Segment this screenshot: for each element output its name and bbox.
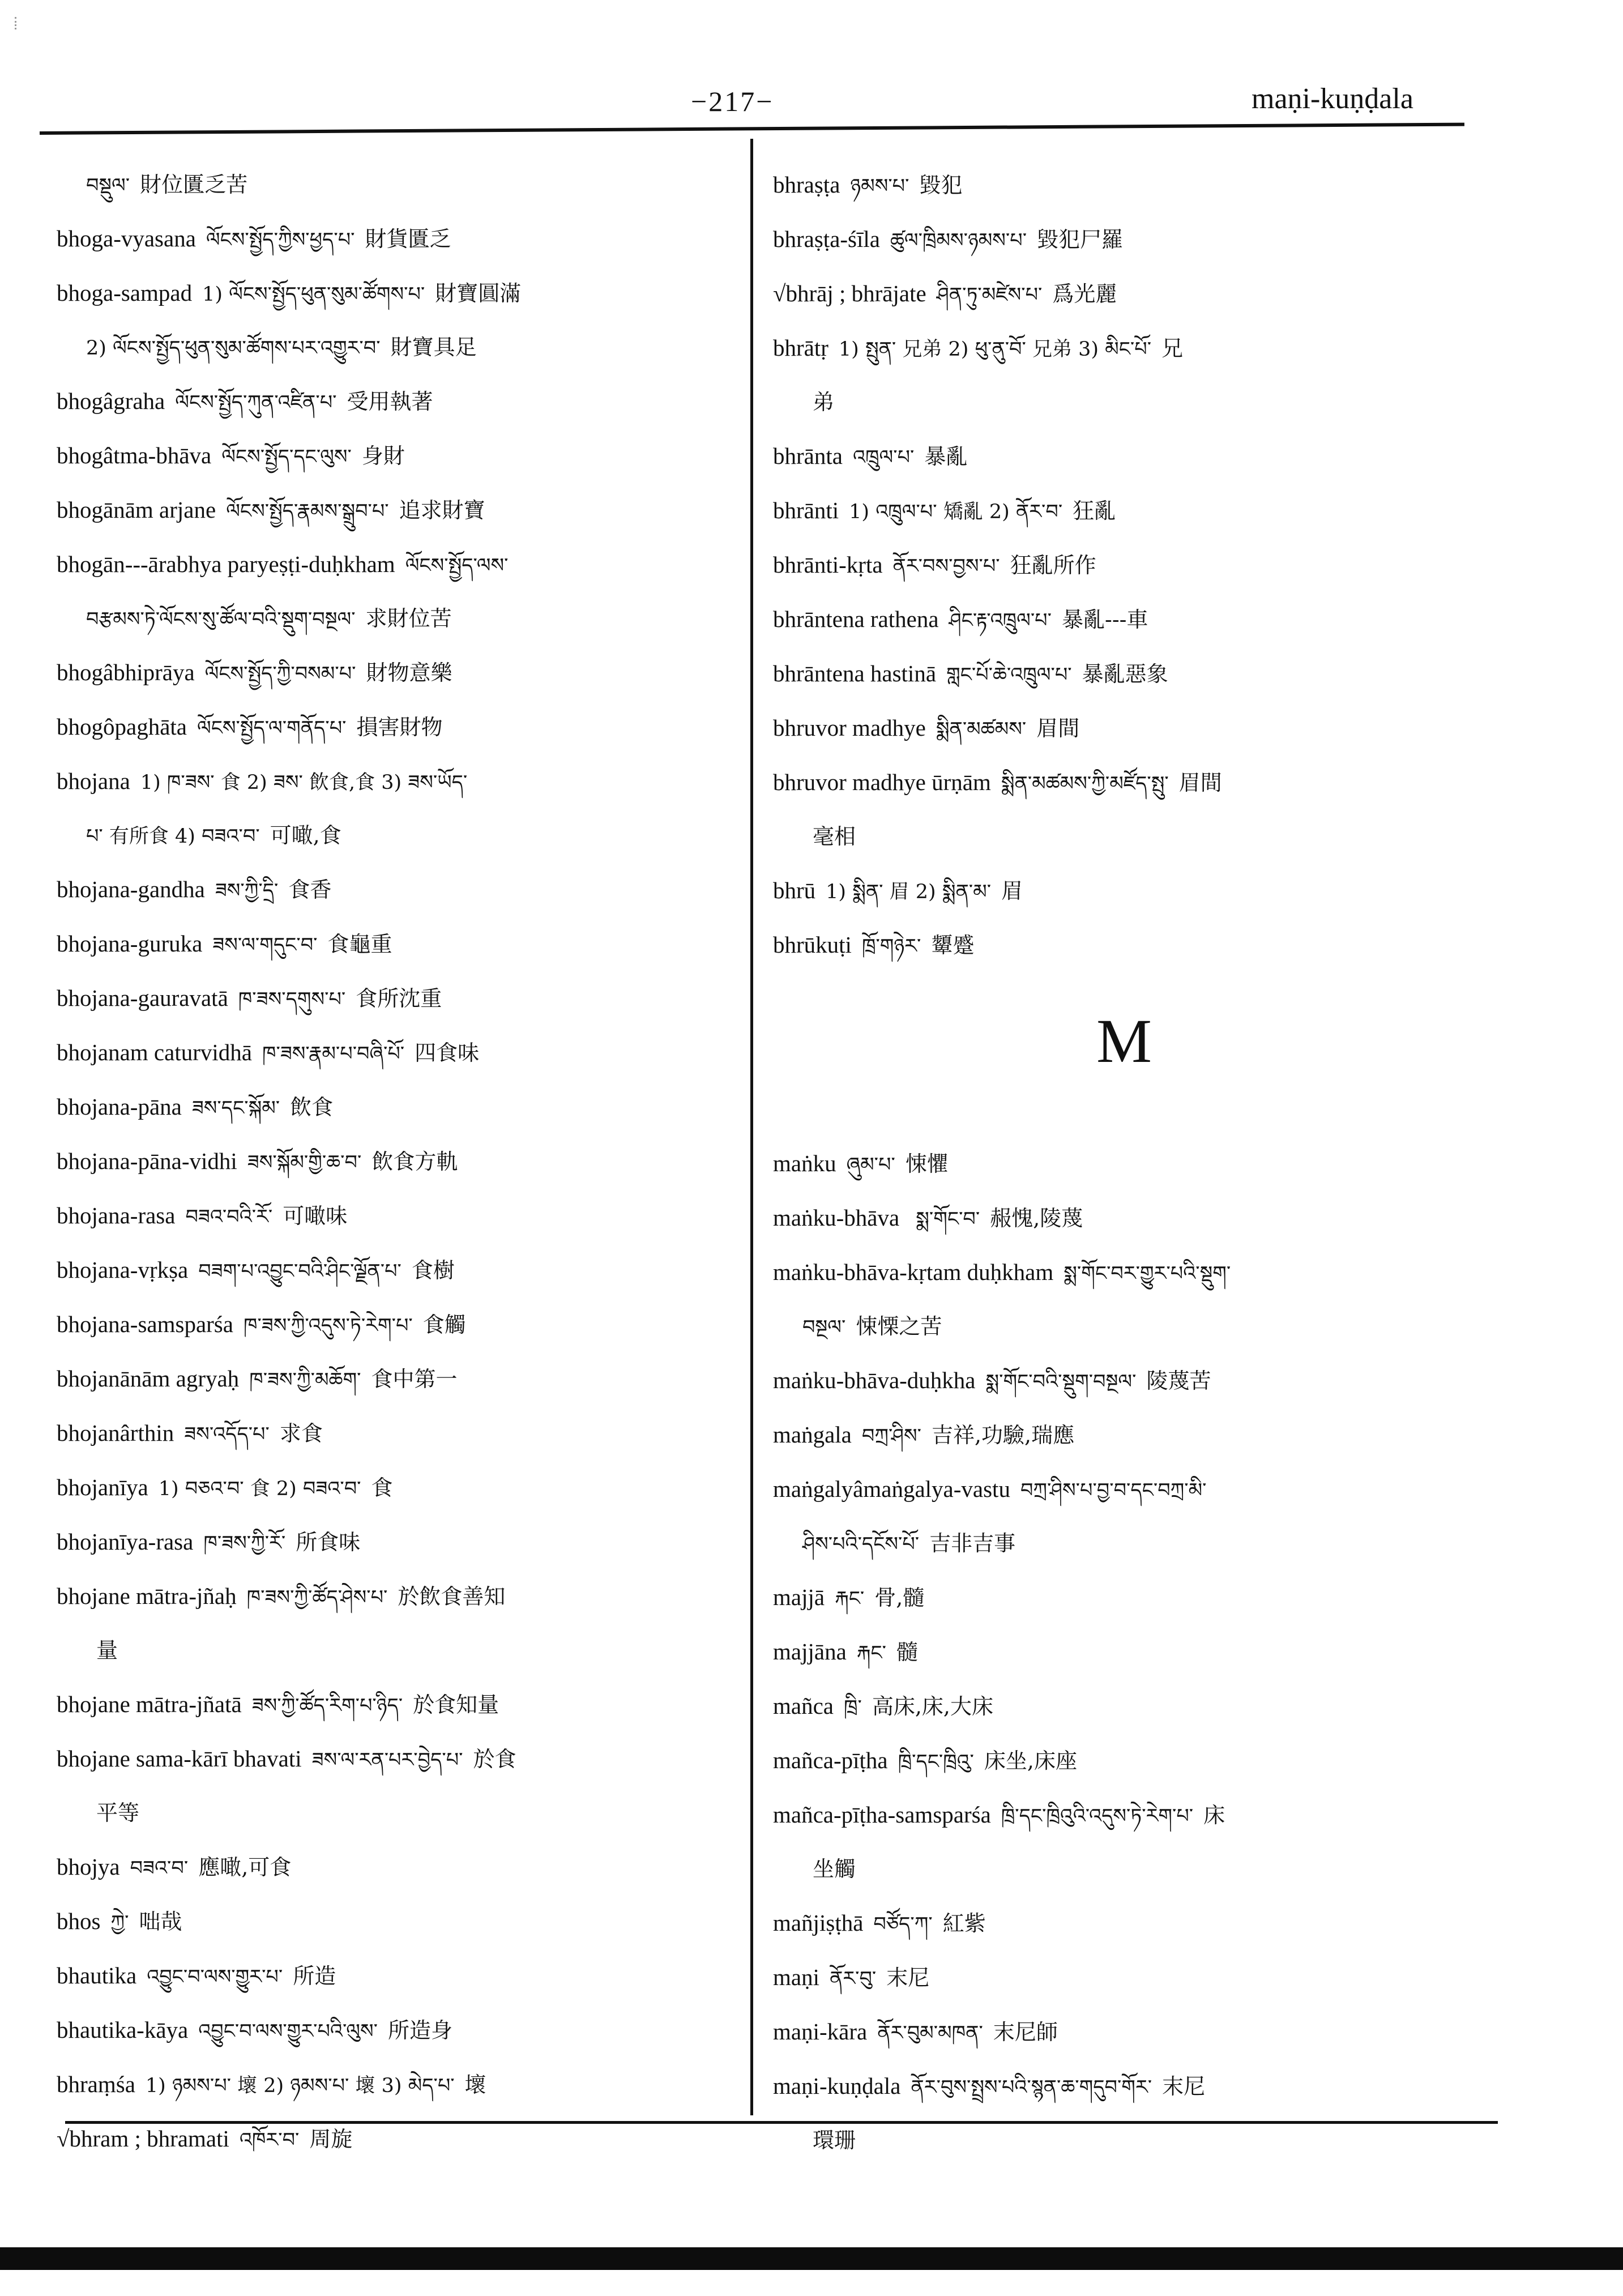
chinese-equivalent: 飲食 [290,1095,334,1120]
chinese-equivalent: 量 [96,1638,118,1663]
tibetan-equivalent: པ་ 有所食 4) བཟའ་བ་ [86,825,260,848]
dictionary-entry-continuation [57,809,736,863]
tibetan-equivalent: སྨིན་མཚམས་ཀྱི་མཛོད་སྤུ་ [1001,773,1169,795]
dictionary-entry [57,1570,736,1624]
chinese-equivalent: 顰蹙 [931,933,975,958]
tibetan-equivalent: ཁྲི་དང་ཁྲིའུ་ [898,1751,974,1773]
chinese-equivalent: 咄哉 [139,1909,182,1934]
chinese-equivalent: 可噉,食 [270,823,341,848]
sanskrit-lemma: maṅku-bhāva-duḥkha [773,1367,976,1393]
sanskrit-lemma: bhogâbhiprāya [57,659,195,685]
sanskrit-lemma: bhojana-guruka [57,931,203,957]
dictionary-entry [57,972,736,1026]
tibetan-equivalent: 1) བཅའ་བ་ 食 2) བཟའ་བ་ [158,1478,361,1500]
chinese-equivalent: 悚慄之苦 [856,1314,942,1339]
tibetan-equivalent: ལོངས་སྤྱོད་ཀྱི་བསམ་པ་ [204,663,356,685]
running-head: maṇi-kuṇḍala [1252,83,1413,115]
tibetan-equivalent: སྨ་གོང་བའི་སྡུག་བསྔལ་ [985,1371,1137,1393]
sanskrit-lemma: bhraṣṭa [773,172,840,198]
dictionary-entry [57,484,736,538]
dictionary-entry [57,1895,736,1949]
dictionary-entry [773,1951,1475,2005]
dictionary-entry [57,2113,736,2167]
sanskrit-lemma: bhrānta [773,443,843,469]
chinese-equivalent: 毀犯 [919,173,963,198]
tibetan-equivalent: ཁ་ཟས་ཀྱི་ཚོད་ཤེས་པ་ [246,1586,388,1609]
chinese-equivalent: 末尼 [1162,2074,1206,2099]
sanskrit-lemma: √bhrāj ; bhrājate [773,280,926,306]
chinese-equivalent: 髓 [896,1640,918,1665]
tibetan-equivalent: བཀྲ་ཤིས་ [861,1425,921,1448]
sanskrit-lemma: bhoga-sampad [57,280,193,306]
dictionary-entry [773,213,1475,267]
sanskrit-lemma: maṇi [773,1964,819,1990]
section-letter: M [1096,1006,1152,1076]
chinese-equivalent: 追求財寶 [399,498,485,523]
chinese-equivalent: 食樹 [411,1258,455,1283]
sanskrit-lemma: maṅku-bhāva [773,1205,900,1231]
sanskrit-lemma: majjā [773,1584,825,1610]
sanskrit-lemma: bhautika [57,1962,137,1988]
dictionary-entry [773,1137,1475,1192]
sanskrit-lemma: maṅgalyâmaṅgalya-vastu [773,1476,1010,1502]
chinese-equivalent: 食龜重 [327,932,392,957]
chinese-equivalent: 床 [1203,1803,1225,1828]
sanskrit-lemma: bhojana-gandha [57,876,205,902]
tibetan-equivalent: ཞུམ་པ་ [846,1154,895,1176]
dictionary-entry [773,756,1475,810]
tibetan-equivalent: 1) འཁྲུལ་པ་ 矯亂 2) ནོར་བ་ [849,501,1063,523]
chinese-equivalent: 壞 [464,2072,486,2097]
chinese-equivalent: 於飲食善知 [398,1584,506,1609]
dictionary-entry-continuation [773,810,1475,864]
chinese-equivalent: 吉祥,功驗,瑞應 [931,1423,1075,1448]
dictionary-entry [57,1189,736,1244]
chinese-equivalent: 狂亂 [1073,498,1116,523]
tibetan-equivalent: ཁྲོ་གཉེར་ [861,935,921,958]
chinese-equivalent: 損害財物 [356,715,443,740]
chinese-equivalent: 所造 [293,1964,336,1988]
dictionary-entry [57,1732,736,1787]
chinese-equivalent: 爲光麗 [1052,281,1117,306]
tibetan-equivalent: འཁོར་བ་ [239,2129,300,2152]
chinese-equivalent: 末尼 [886,1965,930,1990]
dictionary-entry [57,1678,736,1732]
chinese-equivalent: 財貨匱乏 [365,227,451,251]
chinese-equivalent: 骨,髓 [874,1585,925,1610]
tibetan-equivalent: ལོངས་སྤྱོད་ལ་གནོད་པ་ [197,717,347,740]
sanskrit-lemma: maṇi-kāra [773,2018,868,2045]
top-rule [40,123,1464,135]
chinese-equivalent: 受用執著 [347,389,433,414]
tibetan-equivalent: སྨ་གོང་བ་ [909,1208,980,1231]
tibetan-equivalent: བཟའ་བ་ [130,1857,189,1880]
dictionary-entry [773,702,1475,756]
chinese-equivalent: 床坐,床座 [984,1748,1077,1773]
tibetan-equivalent: ཁྲི་ [843,1696,862,1719]
tibetan-equivalent: ཁ་ཟས་ཀྱི་འདུས་ཏེ་རེག་པ་ [243,1315,413,1337]
dictionary-entry [57,917,736,972]
chinese-equivalent: 應噉,可食 [198,1855,292,1880]
tibetan-equivalent: ལོངས་སྤྱོད་ཀུན་འཛིན་པ་ [175,391,337,414]
chinese-equivalent: 食香 [288,877,332,902]
chinese-equivalent: 所食味 [296,1530,361,1555]
dictionary-entry-continuation [773,1843,1475,1897]
scan-mark [15,17,24,29]
sanskrit-lemma: bhogānām arjane [57,497,216,523]
right-column-top [773,159,1475,973]
tibetan-equivalent: ནོར་བུམ་མཁན་ [877,2022,983,2045]
chinese-equivalent: 兄 [1161,336,1184,361]
sanskrit-lemma: bhojana-pāna [57,1094,182,1120]
tibetan-equivalent: འབྱུང་བ་ལས་གྱུར་པའི་ལུས་ [198,2020,378,2043]
tibetan-equivalent: ཁ་ཟས་རྣམ་པ་བཞི་པོ་ [262,1043,405,1065]
sanskrit-lemma: bhojanīya [57,1474,148,1500]
chinese-equivalent: 財位匱乏苦 [140,172,248,197]
dictionary-entry-continuation [773,1517,1475,1571]
chinese-equivalent: 高床,床,大床 [872,1694,994,1719]
sanskrit-lemma: bhojana-pāna-vidhi [57,1148,237,1174]
dictionary-entry [773,539,1475,593]
chinese-equivalent: 求財位苦 [365,606,452,631]
chinese-equivalent: 財寶具足 [390,335,477,360]
dictionary-entry [773,322,1475,376]
tibetan-equivalent: 1) ཉམས་པ་ 壞 2) ཉམས་པ་ 壞 3) མེད་པ་ [145,2075,455,2097]
tibetan-equivalent: འཁྲུལ་པ་ [852,446,915,469]
tibetan-equivalent: ཟས་ཀྱི་དྲི་ [215,880,279,902]
dictionary-entry [57,2004,736,2058]
dictionary-entry-continuation [57,159,736,212]
tibetan-equivalent: ཟས་འདོད་པ་ [184,1423,270,1446]
sanskrit-lemma: bhogān---ārabhya paryeṣṭi-duḥkham [57,551,395,577]
sanskrit-lemma: bhogâtma-bhāva [57,442,212,468]
chinese-equivalent: 暴亂惡象 [1082,662,1168,686]
dictionary-entry [57,267,736,321]
dictionary-entry [773,1409,1475,1463]
dictionary-entry [773,2005,1475,2060]
sanskrit-lemma: bhojanīya-rasa [57,1529,194,1555]
page-number: −217− [691,86,774,117]
tibetan-equivalent: ལོངས་སྤྱོད་དང་ལུས་ [221,446,352,468]
dictionary-entry [57,701,736,755]
chinese-equivalent: 毀犯尸羅 [1037,227,1124,252]
sanskrit-lemma: bhrāntena rathena [773,606,939,632]
sanskrit-lemma: bhojya [57,1854,120,1880]
sanskrit-lemma: bhoga-vyasana [57,225,196,251]
dictionary-entry [57,1461,736,1516]
dictionary-entry [773,1571,1475,1625]
tibetan-equivalent: ནོར་བུ་ [829,1968,877,1990]
sanskrit-lemma: maṅku-bhāva-kṛtam duḥkham [773,1259,1054,1285]
dictionary-entry [57,1298,736,1352]
sanskrit-lemma: bhojane mātra-jñaḥ [57,1583,237,1609]
chinese-equivalent: 暴亂---車 [1061,607,1148,632]
dictionary-entry [773,2060,1475,2114]
sanskrit-lemma: bhrānti [773,497,839,523]
tibetan-equivalent: ནོར་བུས་སྤྲས་པའི་སྙན་ཆ་གདུབ་གོར་ [911,2076,1152,2099]
tibetan-equivalent: 1) ཁ་ཟས་ 食 2) ཟས་ 飲食,食 3) ཟས་ཡོད་ [140,771,468,794]
sanskrit-lemma: mañca-pīṭha-samsparśa [773,1802,991,1828]
tibetan-equivalent: བཟག་པ་འབྱུང་བའི་ཤིང་ལྗོན་པ་ [198,1260,402,1283]
chinese-equivalent: 於食 [473,1747,516,1772]
dictionary-entry [57,1949,736,2004]
tibetan-equivalent: 1) སྨིན་ 眉 2) སྨིན་མ་ [826,881,992,903]
right-column [773,159,1475,2168]
chinese-equivalent: 吉非吉事 [929,1531,1016,1556]
sanskrit-lemma: bhrū [773,877,816,903]
tibetan-equivalent: ཟས་ཀྱི་ཚོད་རིག་པ་ཉིད་ [251,1695,403,1717]
tibetan-equivalent: ཟས་ལ་གདུང་བ་ [212,934,318,957]
tibetan-equivalent: སྨིན་མཚམས་ [936,718,1027,741]
chinese-equivalent: 暴亂 [924,444,968,469]
sanskrit-lemma: bhojana [57,768,130,794]
tibetan-equivalent: འབྱུང་བ་ལས་གྱུར་པ་ [147,1966,283,1988]
dictionary-entry [57,755,736,809]
dictionary-entry [773,1734,1475,1789]
tibetan-equivalent: ཤིན་ཏུ་མཛེས་པ་ [936,284,1043,306]
chinese-equivalent: 眉間 [1178,770,1222,795]
tibetan-equivalent: ཟས་ལ་རན་པར་བྱེད་པ་ [311,1749,463,1772]
dictionary-entry [773,1463,1475,1517]
sanskrit-lemma: bhogôpaghāta [57,714,187,740]
tibetan-equivalent: ཚུལ་ཁྲིམས་ཉམས་པ་ [890,229,1027,252]
dictionary-entry-continuation [57,1624,736,1678]
sanskrit-lemma: bhrūkuṭi [773,932,852,958]
dictionary-entry [57,1081,736,1135]
sanskrit-lemma: bhrātṛ [773,335,828,361]
sanskrit-lemma: bhojana-rasa [57,1202,176,1228]
sanskrit-lemma: bhautika-kāya [57,2017,189,2043]
tibetan-equivalent: ནོར་བས་བྱས་པ་ [892,555,1000,578]
sanskrit-lemma: bhojanam caturvidhā [57,1039,252,1065]
dictionary-entry [773,647,1475,702]
tibetan-equivalent: 1) ལོངས་སྤྱོད་ཕུན་སུམ་ཚོགས་པ་ [202,283,425,306]
dictionary-entry [57,429,736,484]
dictionary-entry-continuation [773,2114,1475,2168]
dictionary-entry [773,593,1475,647]
tibetan-equivalent: ཁ་ཟས་དགུས་པ་ [238,988,346,1011]
chinese-equivalent: 食觸 [422,1312,466,1337]
tibetan-equivalent: ཤིས་པའི་དངོས་པོ་ [802,1533,920,1556]
dictionary-entry [57,1841,736,1895]
tibetan-equivalent: ཉམས་པ་ [850,175,909,198]
chinese-equivalent: 食所沈重 [356,986,442,1011]
tibetan-equivalent: ཁ་ཟས་ཀྱི་རོ་ [203,1532,286,1555]
dictionary-entry [57,2058,736,2113]
sanskrit-lemma: bhojana-gauravatā [57,985,228,1011]
chinese-equivalent: 末尼師 [993,2020,1058,2045]
dictionary-entry-continuation [57,592,736,646]
tibetan-equivalent: རྐང་ [835,1587,865,1610]
dictionary-entry [57,538,736,592]
tibetan-equivalent: བསྔལ་ [802,1316,846,1339]
chinese-equivalent: 身財 [361,443,405,468]
dictionary-entry [57,375,736,429]
tibetan-equivalent: ཤིང་རྟ་འཁྲུལ་པ་ [949,609,1052,632]
tibetan-equivalent: ལོངས་སྤྱོད་ཀྱིས་ཕྱད་པ་ [206,229,355,251]
dictionary-entry [773,1354,1475,1409]
tibetan-equivalent: བསྡུལ་ [86,174,130,197]
sanskrit-lemma: bhrānti-kṛta [773,552,883,578]
chinese-equivalent: 陵蔑苦 [1146,1368,1211,1393]
tibetan-equivalent: 2) ལོངས་སྤྱོད་ཕུན་སུམ་ཚོགས་པར་འགྱུར་བ་ [86,337,381,360]
chinese-equivalent: 四食味 [415,1040,480,1065]
dictionary-entry [773,864,1475,919]
sanskrit-lemma: bhraṃśa [57,2071,135,2097]
chinese-equivalent: 悚懼 [905,1151,949,1176]
sanskrit-lemma: bhruvor madhye ūrṇām [773,769,991,795]
sanskrit-lemma: maṅku [773,1150,836,1176]
sanskrit-lemma: mañca [773,1693,834,1719]
dictionary-entry [57,1026,736,1081]
dictionary-entry [773,1246,1475,1300]
tibetan-equivalent: ལོངས་སྤྱོད་ལས་ [405,554,509,577]
dictionary-entry [773,267,1475,322]
dictionary-entry [57,1244,736,1298]
tibetan-equivalent: བཙོད་ཀ་ [873,1913,933,1936]
tibetan-equivalent: ཟས་སྐོམ་གྱི་ཆ་བ་ [247,1151,362,1174]
chinese-equivalent: 赧愧,陵蔑 [990,1206,1083,1231]
chinese-equivalent: 周旋 [309,2127,353,2152]
scan-edge-bar [0,2247,1623,2270]
dictionary-entry-continuation [57,321,736,375]
chinese-equivalent: 眉間 [1036,716,1080,741]
chinese-equivalent: 食 [371,1475,393,1500]
chinese-equivalent: 所造身 [387,2018,452,2043]
chinese-equivalent: 坐觸 [813,1857,856,1881]
dictionary-entry [773,1192,1475,1246]
sanskrit-lemma: bhraṣṭa-śīla [773,226,880,252]
tibetan-equivalent: ཁ་ཟས་ཀྱི་མཆོག་ [249,1369,361,1392]
chinese-equivalent: 狂亂所作 [1010,553,1096,578]
chinese-equivalent: 紅紫 [942,1911,986,1936]
dictionary-entry [773,159,1475,213]
chinese-equivalent: 飲食方軌 [371,1149,458,1174]
sanskrit-lemma: mañjiṣṭhā [773,1910,864,1936]
sanskrit-lemma: bhojane mātra-jñatā [57,1691,242,1717]
dictionary-entry [57,1516,736,1570]
chinese-equivalent: 財寶圓滿 [435,281,522,306]
sanskrit-lemma: maṇi-kuṇḍala [773,2073,901,2099]
chinese-equivalent: 毫相 [813,824,856,849]
chinese-equivalent: 財物意樂 [366,660,452,685]
dictionary-entry [57,1407,736,1461]
sanskrit-lemma: majjāna [773,1638,847,1665]
tibetan-equivalent: གླང་པོ་ཆེ་འཁྲུལ་པ་ [946,664,1072,686]
tibetan-equivalent: ཁྲི་དང་ཁྲིའུའི་འདུས་ཏེ་རེག་པ་ [1001,1805,1194,1828]
chinese-equivalent: 眉 [1001,878,1023,903]
chinese-equivalent: 求食 [279,1421,323,1446]
dictionary-entry-continuation [57,1787,736,1841]
sanskrit-lemma: bhruvor madhye [773,715,926,741]
tibetan-equivalent: བཟའ་བའི་རོ་ [185,1206,273,1228]
chinese-equivalent: 弟 [813,390,835,415]
right-column-bottom [773,1137,1475,2168]
tibetan-equivalent: བརྩམས་ཏེ་ལོངས་སུ་ཚོལ་བའི་སྡུག་བསྔལ་ [86,608,356,631]
sanskrit-lemma: maṅgala [773,1422,852,1448]
tibetan-equivalent: ལོངས་སྤྱོད་རྣམས་སྒྲུབ་པ་ [226,500,389,523]
sanskrit-lemma: mañca-pīṭha [773,1747,888,1773]
left-column [57,159,736,2167]
sanskrit-lemma: bhos [57,1908,101,1934]
dictionary-entry [773,484,1475,539]
dictionary-entry-continuation [773,376,1475,430]
sanskrit-lemma: √bhram ; bhramati [57,2126,229,2152]
sanskrit-lemma: bhojana-vṛkṣa [57,1257,189,1283]
dictionary-entry [773,919,1475,973]
chinese-equivalent: 環珊 [813,2128,856,2153]
dictionary-entry-continuation [773,1300,1475,1354]
tibetan-equivalent: རྐང་ [856,1642,886,1665]
tibetan-equivalent: ཟས་དང་སྐོམ་ [191,1097,280,1120]
sanskrit-lemma: bhojanârthin [57,1420,174,1446]
dictionary-entry [57,646,736,701]
chinese-equivalent: 於食知量 [413,1692,499,1717]
sanskrit-lemma: bhogâgraha [57,388,165,414]
dictionary-entry [57,1135,736,1189]
dictionary-entry [57,212,736,267]
dictionary-entry [773,1625,1475,1680]
sanskrit-lemma: bhrāntena hastinā [773,660,937,686]
chinese-equivalent: 可噉味 [283,1204,348,1228]
dictionary-entry [773,430,1475,484]
dictionary-entry [773,1897,1475,1951]
sanskrit-lemma: bhojane sama-kārī bhavati [57,1746,302,1772]
dictionary-entry [57,863,736,917]
dictionary-entry [773,1680,1475,1734]
chinese-equivalent: 食中第一 [371,1367,458,1392]
tibetan-equivalent: སྨ་གོང་བར་གྱུར་པའི་སྡུག་ [1064,1262,1231,1285]
tibetan-equivalent: ཀྱེ་ [110,1911,129,1934]
column-divider [750,139,753,2115]
tibetan-equivalent: 1) སྤུན་ 兄弟 2) ཕུ་ནུ་བོ་ 兄弟 3) མིང་པོ་ [838,338,1152,361]
tibetan-equivalent: བཀྲ་ཤིས་པ་བྱ་བ་དང་བཀྲ་མི་ [1020,1479,1207,1502]
dictionary-entry [773,1789,1475,1843]
sanskrit-lemma: bhojana-samsparśa [57,1311,233,1337]
chinese-equivalent: 平等 [96,1800,140,1825]
sanskrit-lemma: bhojanānām agryaḥ [57,1365,240,1392]
dictionary-entry [57,1352,736,1407]
